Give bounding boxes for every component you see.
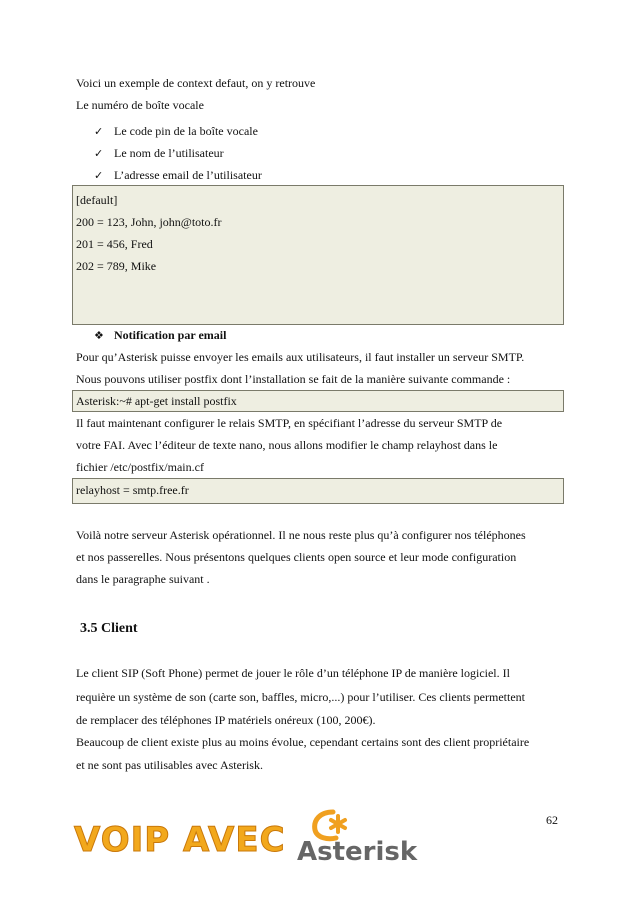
intro-line-2: Le numéro de boîte vocale [76, 98, 204, 112]
paragraph-line: requière un système de son (carte son, baffles, micro,...) pour l’utiliser. Ces clients permettent [76, 690, 525, 704]
code-line: Asterisk:~# apt-get install postfix [76, 394, 237, 408]
paragraph-line: et ne sont pas utilisables avec Asterisk. [76, 758, 263, 772]
page-number: 62 [546, 813, 558, 827]
diamond-bullet-icon: ❖ [94, 329, 104, 342]
check-icon: ✓ [94, 147, 104, 160]
email-section-title-text: Notification par email [114, 328, 227, 342]
asterisk-brand-logo: Asterisk [297, 837, 418, 867]
email-section-title [94, 328, 226, 343]
section-heading: 3.5 Client [80, 621, 138, 636]
intro-line-1: Voici un exemple de context defaut, on y retrouve [76, 76, 316, 90]
code-line: 201 = 456, Fred [76, 237, 153, 251]
list-item-text: Le nom de l’utilisateur [114, 146, 224, 160]
paragraph-line: Voilà notre serveur Asterisk opérationnel. Il ne nous reste plus qu’à configurer nos téléphones [76, 528, 526, 542]
code-line: 202 = 789, Mike [76, 259, 157, 273]
paragraph-line: Pour qu’Asterisk puisse envoyer les emails aux utilisateurs, il faut installer un serveur SMTP. [76, 350, 525, 364]
relayhost-config-box [72, 478, 564, 504]
list-item [94, 146, 224, 161]
paragraph-line: votre FAI. Avec l’éditeur de texte nano, nous allons modifier le champ relayhost dans le [76, 438, 498, 452]
paragraph-line: Il faut maintenant configurer le relais SMTP, en spécifiant l’adresse du serveur SMTP de [76, 416, 503, 430]
paragraph-line: dans le paragraphe suivant . [76, 572, 210, 586]
paragraph-line: Le client SIP (Soft Phone) permet de jouer le rôle d’un téléphone IP de manière logiciel. Il [76, 666, 510, 680]
code-line: 200 = 123, John, john@toto.fr [76, 215, 222, 229]
check-icon: ✓ [94, 125, 104, 138]
paragraph-line: fichier /etc/postfix/main.cf [76, 460, 204, 474]
install-command-box [72, 390, 564, 412]
code-line: relayhost = smtp.free.fr [76, 483, 189, 497]
voicemail-config-box [72, 185, 564, 325]
check-icon: ✓ [94, 169, 104, 182]
list-item [94, 124, 258, 139]
paragraph-line: de remplacer des téléphones IP matériels onéreux (100, 200€). [76, 713, 376, 727]
paragraph-line: Beaucoup de client existe plus au moins évolue, cependant certains sont des client propriétaire [76, 735, 530, 749]
paragraph-line: Nous pouvons utiliser postfix dont l’installation se fait de la manière suivante commande : [76, 372, 511, 386]
list-item [94, 168, 262, 183]
code-line: [default] [76, 193, 118, 207]
voip-avec-logo: VOIP AVEC [74, 820, 286, 860]
list-item-text: L’adresse email de l’utilisateur [114, 168, 262, 182]
list-item-text: Le code pin de la boîte vocale [114, 124, 258, 138]
paragraph-line: et nos passerelles. Nous présentons quelques clients open source et leur mode configuration [76, 550, 517, 564]
